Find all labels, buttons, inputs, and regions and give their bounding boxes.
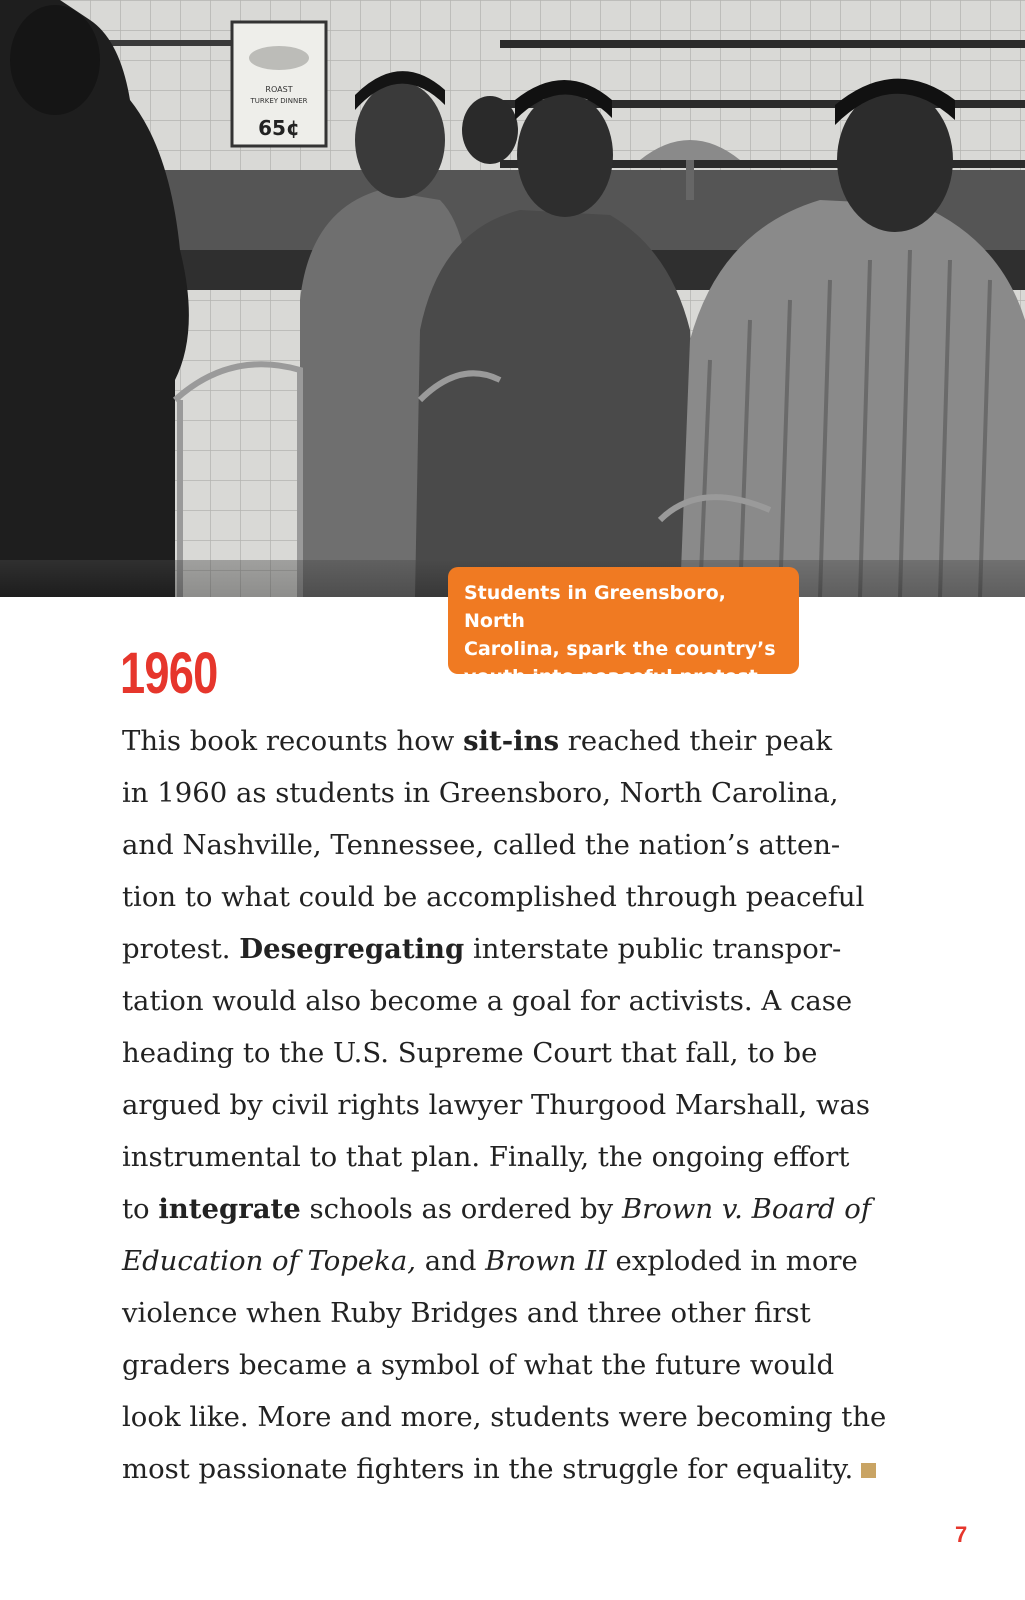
text-run: This book recounts how [122,725,464,757]
text-line: argued by civil rights lawyer Thurgood Marshall, was [122,1089,871,1121]
end-of-section-icon [861,1463,876,1478]
text-run: schools as ordered by [300,1193,622,1225]
lunch-counter-photo [0,0,1025,597]
caption-line: Students in Greensboro, North [464,582,726,632]
sign-price: 65¢ [258,116,300,140]
text-line: violence when Ruby Bridges and three other first [122,1297,811,1329]
photo-caption [448,567,799,688]
case-title: Brown v. Board of [621,1193,871,1225]
caption-line: Carolina, spark the country’s [464,638,776,660]
section-heading-year: 1960 [120,641,218,706]
text-line [122,1235,922,1287]
text-line: in 1960 as students in Greensboro, North Carolina, [122,777,839,809]
text-run: reached their peak [559,725,832,757]
text-line: heading to the U.S. Supreme Court that fall, to be [122,1037,818,1069]
sign-line-2: TURKEY DINNER [250,97,308,105]
text-line: tion to what could be accomplished through peaceful [122,881,865,913]
text-run: interstate public transpor- [464,933,842,965]
text-line: graders became a symbol of what the future would [122,1349,835,1381]
text-run: protest. [122,933,240,965]
text-line: instrumental to that plan. Finally, the ongoing effort [122,1141,850,1173]
case-title: Brown II [485,1245,607,1277]
text-run: and [415,1245,486,1277]
sign-line-1: ROAST [265,85,293,94]
caption-line: youth into peaceful protest. [464,666,765,688]
case-title: Education of Topeka, [122,1245,416,1277]
body-paragraph [122,715,922,1495]
text-line: look like. More and more, students were becoming the [122,1401,887,1433]
text-line [122,923,922,975]
photo-illustration [0,0,1025,597]
glossary-term-sit-ins: sit-ins [463,725,560,757]
text-run: to [122,1193,159,1225]
text-line [122,715,922,767]
text-line: and Nashville, Tennessee, called the nation’s atten- [122,829,841,861]
text-line [122,1183,922,1235]
text-line: tation would also become a goal for activists. A case [122,985,853,1017]
page-number: 7 [955,1522,968,1547]
text-run: exploded in more [606,1245,858,1277]
glossary-term-desegregating: Desegregating [239,933,465,965]
glossary-term-integrate: integrate [158,1193,301,1225]
text-run: most passionate fighters in the struggle for equality. [122,1453,854,1485]
text-line [122,1443,922,1495]
